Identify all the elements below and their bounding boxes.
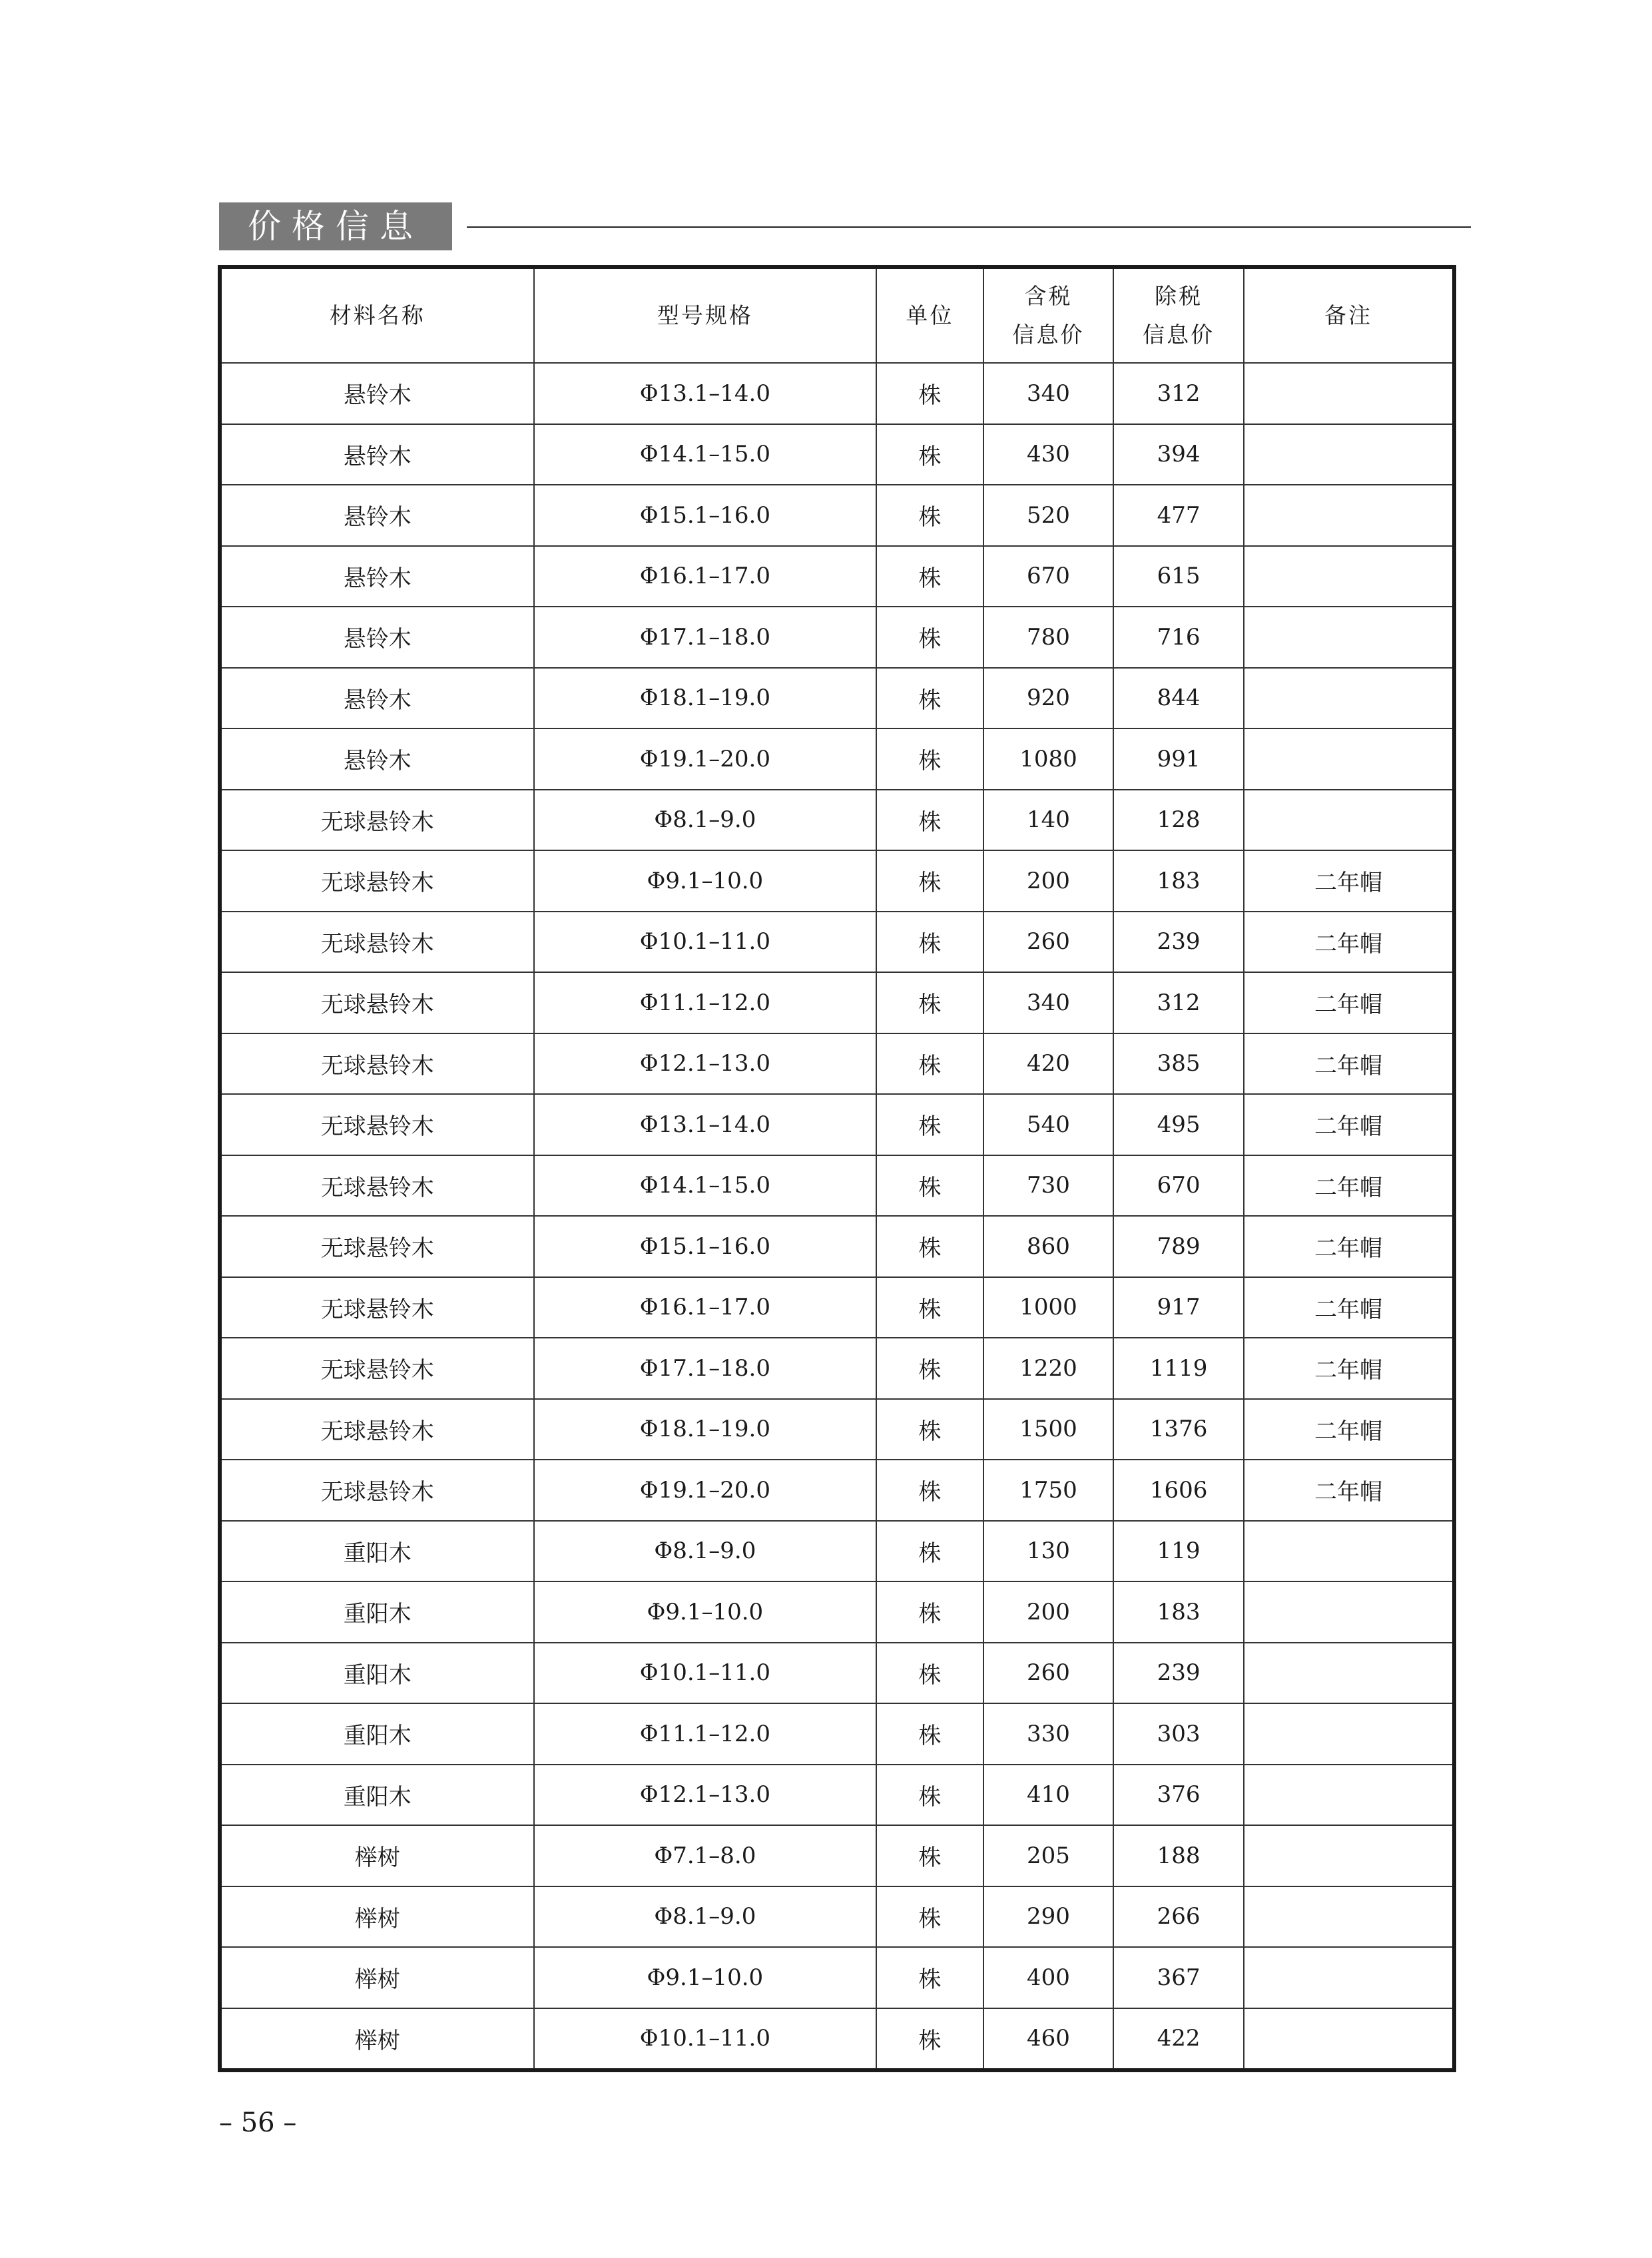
header-spec: 型号规格 [534, 267, 877, 363]
price-table [218, 265, 1456, 2072]
cell-price-notax: 128 [1113, 790, 1244, 851]
section-header [219, 202, 1471, 250]
cell-remark: 二年帽 [1244, 1277, 1454, 1338]
header-price-tax [983, 267, 1114, 363]
table-row [220, 1521, 1454, 1582]
cell-remark [1244, 1703, 1454, 1765]
cell-remark [1244, 546, 1454, 607]
cell-name: 无球悬铃木 [220, 790, 534, 851]
table-row [220, 850, 1454, 912]
table-row [220, 1338, 1454, 1399]
cell-price-notax: 917 [1113, 1277, 1244, 1338]
cell-remark: 二年帽 [1244, 1338, 1454, 1399]
cell-unit: 株 [876, 1947, 983, 2008]
cell-remark [1244, 485, 1454, 546]
cell-price-notax: 266 [1113, 1886, 1244, 1948]
cell-price-notax: 239 [1113, 1643, 1244, 1704]
cell-name: 无球悬铃木 [220, 1155, 534, 1217]
cell-name: 无球悬铃木 [220, 1216, 534, 1277]
cell-unit: 株 [876, 790, 983, 851]
cell-unit: 株 [876, 1581, 983, 1643]
cell-spec: Φ9.1–10.0 [534, 850, 877, 912]
cell-spec: Φ17.1–18.0 [534, 607, 877, 668]
table-row [220, 1643, 1454, 1704]
cell-unit: 株 [876, 1338, 983, 1399]
table-row [220, 1947, 1454, 2008]
cell-price-tax: 290 [983, 1886, 1114, 1948]
cell-name: 榉树 [220, 1947, 534, 2008]
table-row [220, 790, 1454, 851]
cell-unit: 株 [876, 424, 983, 485]
cell-price-notax: 1376 [1113, 1399, 1244, 1460]
cell-name: 悬铃木 [220, 546, 534, 607]
cell-name: 悬铃木 [220, 485, 534, 546]
cell-name: 重阳木 [220, 1765, 534, 1826]
cell-price-notax: 239 [1113, 912, 1244, 973]
cell-remark [1244, 1886, 1454, 1948]
cell-price-notax: 188 [1113, 1825, 1244, 1886]
cell-spec: Φ12.1–13.0 [534, 1765, 877, 1826]
cell-price-notax: 477 [1113, 485, 1244, 546]
cell-remark [1244, 363, 1454, 424]
cell-price-tax: 1080 [983, 728, 1114, 790]
table-row [220, 1581, 1454, 1643]
cell-spec: Φ7.1–8.0 [534, 1825, 877, 1886]
cell-price-tax: 520 [983, 485, 1114, 546]
cell-spec: Φ19.1–20.0 [534, 728, 877, 790]
cell-price-notax: 119 [1113, 1521, 1244, 1582]
cell-spec: Φ15.1–16.0 [534, 1216, 877, 1277]
cell-price-notax: 844 [1113, 668, 1244, 729]
cell-spec: Φ18.1–19.0 [534, 668, 877, 729]
cell-name: 重阳木 [220, 1643, 534, 1704]
cell-spec: Φ13.1–14.0 [534, 363, 877, 424]
table-body [220, 363, 1454, 2070]
cell-name: 无球悬铃木 [220, 1094, 534, 1155]
cell-unit: 株 [876, 2008, 983, 2071]
cell-name: 悬铃木 [220, 668, 534, 729]
cell-remark: 二年帽 [1244, 1094, 1454, 1155]
cell-price-notax: 183 [1113, 1581, 1244, 1643]
cell-remark: 二年帽 [1244, 1216, 1454, 1277]
cell-remark: 二年帽 [1244, 912, 1454, 973]
cell-name: 重阳木 [220, 1581, 534, 1643]
cell-price-notax: 495 [1113, 1094, 1244, 1155]
cell-name: 无球悬铃木 [220, 850, 534, 912]
table-row [220, 1033, 1454, 1095]
cell-unit: 株 [876, 1216, 983, 1277]
cell-spec: Φ8.1–9.0 [534, 790, 877, 851]
cell-unit: 株 [876, 1703, 983, 1765]
cell-remark [1244, 424, 1454, 485]
table-row [220, 668, 1454, 729]
cell-spec: Φ11.1–12.0 [534, 972, 877, 1033]
table-row [220, 1277, 1454, 1338]
cell-spec: Φ10.1–11.0 [534, 1643, 877, 1704]
header-unit: 单位 [876, 267, 983, 363]
cell-unit: 株 [876, 485, 983, 546]
cell-price-tax: 780 [983, 607, 1114, 668]
table-row [220, 1825, 1454, 1886]
cell-price-tax: 140 [983, 790, 1114, 851]
cell-price-tax: 920 [983, 668, 1114, 729]
header-name: 材料名称 [220, 267, 534, 363]
cell-spec: Φ14.1–15.0 [534, 424, 877, 485]
cell-spec: Φ8.1–9.0 [534, 1886, 877, 1948]
cell-remark: 二年帽 [1244, 1033, 1454, 1095]
cell-remark [1244, 668, 1454, 729]
cell-unit: 株 [876, 1643, 983, 1704]
cell-remark [1244, 1581, 1454, 1643]
cell-price-tax: 430 [983, 424, 1114, 485]
cell-price-notax: 394 [1113, 424, 1244, 485]
table-row [220, 363, 1454, 424]
cell-price-tax: 730 [983, 1155, 1114, 1217]
table-row [220, 1886, 1454, 1948]
cell-price-tax: 540 [983, 1094, 1114, 1155]
cell-spec: Φ13.1–14.0 [534, 1094, 877, 1155]
cell-price-tax: 1000 [983, 1277, 1114, 1338]
cell-remark [1244, 790, 1454, 851]
cell-price-tax: 860 [983, 1216, 1114, 1277]
cell-name: 无球悬铃木 [220, 1277, 534, 1338]
cell-price-notax: 670 [1113, 1155, 1244, 1217]
cell-price-notax: 1119 [1113, 1338, 1244, 1399]
table-row [220, 2008, 1454, 2071]
cell-name: 悬铃木 [220, 424, 534, 485]
cell-spec: Φ15.1–16.0 [534, 485, 877, 546]
cell-spec: Φ10.1–11.0 [534, 2008, 877, 2071]
cell-spec: Φ10.1–11.0 [534, 912, 877, 973]
cell-price-notax: 183 [1113, 850, 1244, 912]
cell-spec: Φ17.1–18.0 [534, 1338, 877, 1399]
table-row [220, 1399, 1454, 1460]
cell-price-tax: 205 [983, 1825, 1114, 1886]
cell-unit: 株 [876, 1155, 983, 1217]
cell-name: 无球悬铃木 [220, 1338, 534, 1399]
cell-remark [1244, 1947, 1454, 2008]
cell-unit: 株 [876, 850, 983, 912]
cell-unit: 株 [876, 728, 983, 790]
cell-remark [1244, 1825, 1454, 1886]
table-row [220, 607, 1454, 668]
table-row [220, 912, 1454, 973]
header-price-tax-line1: 含税 [1024, 283, 1073, 309]
cell-price-notax: 376 [1113, 1765, 1244, 1826]
cell-price-notax: 991 [1113, 728, 1244, 790]
header-price-notax-line2: 信息价 [1143, 322, 1215, 348]
cell-remark: 二年帽 [1244, 1399, 1454, 1460]
cell-price-tax: 130 [983, 1521, 1114, 1582]
cell-spec: Φ14.1–15.0 [534, 1155, 877, 1217]
cell-unit: 株 [876, 668, 983, 729]
cell-price-tax: 340 [983, 363, 1114, 424]
header-rule [467, 226, 1471, 228]
cell-unit: 株 [876, 1825, 983, 1886]
cell-price-notax: 385 [1113, 1033, 1244, 1095]
cell-unit: 株 [876, 1765, 983, 1826]
cell-unit: 株 [876, 1521, 983, 1582]
cell-unit: 株 [876, 1886, 983, 1948]
table-row [220, 1703, 1454, 1765]
cell-unit: 株 [876, 1277, 983, 1338]
cell-price-notax: 716 [1113, 607, 1244, 668]
cell-price-tax: 200 [983, 850, 1114, 912]
table-row [220, 1460, 1454, 1521]
table-row [220, 1155, 1454, 1217]
cell-name: 悬铃木 [220, 728, 534, 790]
table-row [220, 424, 1454, 485]
cell-price-tax: 410 [983, 1765, 1114, 1826]
cell-name: 榉树 [220, 2008, 534, 2071]
cell-spec: Φ19.1–20.0 [534, 1460, 877, 1521]
cell-unit: 株 [876, 972, 983, 1033]
cell-spec: Φ11.1–12.0 [534, 1703, 877, 1765]
cell-remark [1244, 1643, 1454, 1704]
cell-name: 榉树 [220, 1825, 534, 1886]
cell-price-notax: 615 [1113, 546, 1244, 607]
header-price-notax-line1: 除税 [1155, 283, 1203, 309]
cell-name: 悬铃木 [220, 363, 534, 424]
cell-price-tax: 670 [983, 546, 1114, 607]
table-row [220, 728, 1454, 790]
cell-remark [1244, 1765, 1454, 1826]
cell-price-notax: 312 [1113, 363, 1244, 424]
cell-price-tax: 260 [983, 912, 1114, 973]
table-row [220, 485, 1454, 546]
table-header-row [220, 267, 1454, 363]
cell-price-tax: 1500 [983, 1399, 1114, 1460]
cell-remark: 二年帽 [1244, 850, 1454, 912]
cell-name: 榉树 [220, 1886, 534, 1948]
table-row [220, 1216, 1454, 1277]
header-remark: 备注 [1244, 267, 1454, 363]
cell-price-notax: 312 [1113, 972, 1244, 1033]
cell-spec: Φ18.1–19.0 [534, 1399, 877, 1460]
cell-price-tax: 200 [983, 1581, 1114, 1643]
cell-name: 无球悬铃木 [220, 1033, 534, 1095]
cell-price-tax: 420 [983, 1033, 1114, 1095]
cell-price-tax: 460 [983, 2008, 1114, 2071]
cell-unit: 株 [876, 912, 983, 973]
cell-name: 重阳木 [220, 1521, 534, 1582]
cell-name: 重阳木 [220, 1703, 534, 1765]
cell-remark [1244, 728, 1454, 790]
cell-remark [1244, 1521, 1454, 1582]
table-row [220, 1094, 1454, 1155]
cell-price-notax: 367 [1113, 1947, 1244, 2008]
cell-remark: 二年帽 [1244, 1155, 1454, 1217]
cell-unit: 株 [876, 607, 983, 668]
cell-remark [1244, 2008, 1454, 2071]
cell-unit: 株 [876, 1033, 983, 1095]
cell-price-tax: 400 [983, 1947, 1114, 2008]
cell-remark: 二年帽 [1244, 972, 1454, 1033]
section-title: 价格信息 [219, 202, 452, 250]
table-row [220, 546, 1454, 607]
cell-unit: 株 [876, 1460, 983, 1521]
cell-name: 悬铃木 [220, 607, 534, 668]
cell-unit: 株 [876, 1094, 983, 1155]
table-row [220, 972, 1454, 1033]
cell-remark: 二年帽 [1244, 1460, 1454, 1521]
cell-price-tax: 260 [983, 1643, 1114, 1704]
page-number: – 56 – [219, 2108, 297, 2138]
header-price-notax [1113, 267, 1244, 363]
cell-name: 无球悬铃木 [220, 972, 534, 1033]
cell-spec: Φ8.1–9.0 [534, 1521, 877, 1582]
cell-unit: 株 [876, 363, 983, 424]
cell-price-notax: 303 [1113, 1703, 1244, 1765]
cell-price-tax: 1220 [983, 1338, 1114, 1399]
header-price-tax-line2: 信息价 [1012, 322, 1085, 348]
cell-spec: Φ12.1–13.0 [534, 1033, 877, 1095]
cell-price-tax: 330 [983, 1703, 1114, 1765]
cell-name: 无球悬铃木 [220, 912, 534, 973]
cell-price-tax: 1750 [983, 1460, 1114, 1521]
cell-price-tax: 340 [983, 972, 1114, 1033]
cell-spec: Φ9.1–10.0 [534, 1947, 877, 2008]
cell-price-notax: 789 [1113, 1216, 1244, 1277]
cell-name: 无球悬铃木 [220, 1460, 534, 1521]
cell-spec: Φ9.1–10.0 [534, 1581, 877, 1643]
table-row [220, 1765, 1454, 1826]
cell-unit: 株 [876, 546, 983, 607]
cell-remark [1244, 607, 1454, 668]
cell-price-notax: 1606 [1113, 1460, 1244, 1521]
cell-unit: 株 [876, 1399, 983, 1460]
cell-price-notax: 422 [1113, 2008, 1244, 2071]
cell-name: 无球悬铃木 [220, 1399, 534, 1460]
cell-spec: Φ16.1–17.0 [534, 1277, 877, 1338]
cell-spec: Φ16.1–17.0 [534, 546, 877, 607]
